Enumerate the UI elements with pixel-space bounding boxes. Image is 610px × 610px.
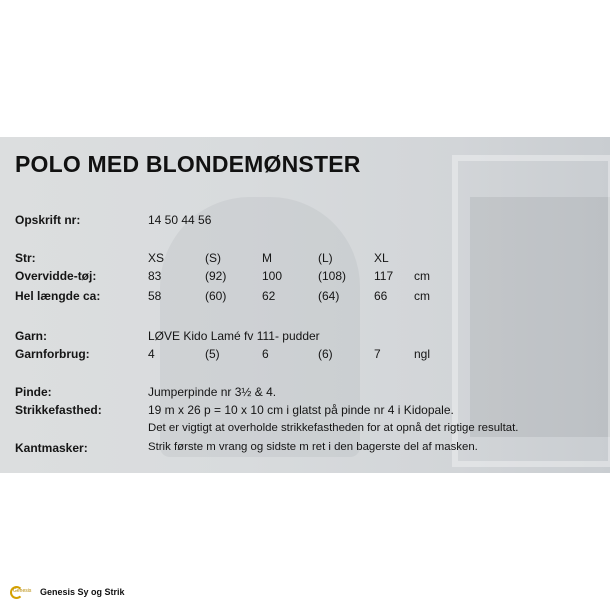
- genesis-logo: [8, 586, 34, 598]
- yarn-amount-l: (6): [318, 347, 333, 361]
- chest-width-unit: cm: [414, 269, 430, 283]
- chest-width-l: (108): [318, 269, 347, 283]
- length-label: Hel længde ca:: [15, 289, 101, 303]
- size-label: Str:: [15, 251, 36, 265]
- brand-name: Genesis Sy og Strik: [40, 587, 125, 597]
- length-l: (64): [318, 289, 340, 303]
- recipe-number-value: 14 50 44 56: [148, 213, 212, 227]
- edge-stitches-label: Kantmasker:: [15, 441, 88, 455]
- needles-value: Jumperpinde nr 3½ & 4.: [148, 385, 277, 399]
- yarn-amount-xs: 4: [148, 347, 155, 361]
- gauge-value: 19 m x 26 p = 10 x 10 cm i glatst på pinde nr 4 i Kidopale.: [148, 403, 454, 417]
- background-frame: [452, 155, 610, 467]
- length-s: (60): [205, 289, 227, 303]
- gauge-label: Strikkefasthed:: [15, 403, 102, 417]
- chest-width-m: 100: [262, 269, 283, 283]
- yarn-amount-m: 6: [262, 347, 269, 361]
- yarn-value: LØVE Kido Lamé fv 111- pudder: [148, 329, 320, 343]
- chest-width-xl: 117: [374, 269, 394, 283]
- size-xl: XL: [374, 251, 389, 265]
- size-xs: XS: [148, 251, 165, 265]
- chest-width-label: Overvidde-tøj:: [15, 269, 97, 283]
- footer: [0, 583, 125, 601]
- size-m: M: [262, 251, 272, 265]
- logo-text: Genesis: [13, 588, 32, 594]
- length-m: 62: [262, 289, 276, 303]
- yarn-amount-unit: ngl: [414, 347, 431, 361]
- length-xs: 58: [148, 289, 162, 303]
- needles-label: Pinde:: [15, 385, 52, 399]
- chest-width-xs: 83: [148, 269, 162, 283]
- pattern-scan: [0, 137, 610, 473]
- chest-width-s: (92): [205, 269, 227, 283]
- gauge-note: Det er vigtigt at overholde strikkefastheden for at opnå det rigtige resultat.: [148, 422, 519, 434]
- page-title: POLO MED BLONDEMØNSTER: [15, 151, 361, 177]
- background-figure: [160, 197, 360, 457]
- yarn-label: Garn:: [15, 329, 48, 343]
- length-xl: 66: [374, 289, 388, 303]
- recipe-number-label: Opskrift nr:: [15, 213, 81, 227]
- yarn-amount-xl: 7: [374, 347, 381, 361]
- size-s: (S): [205, 251, 221, 265]
- length-unit: cm: [414, 289, 430, 303]
- yarn-amount-s: (5): [205, 347, 220, 361]
- yarn-amount-label: Garnforbrug:: [15, 347, 90, 361]
- edge-stitches-value: Strik første m vrang og sidste m ret i den bagerste del af masken.: [148, 441, 478, 453]
- size-l: (L): [318, 251, 333, 265]
